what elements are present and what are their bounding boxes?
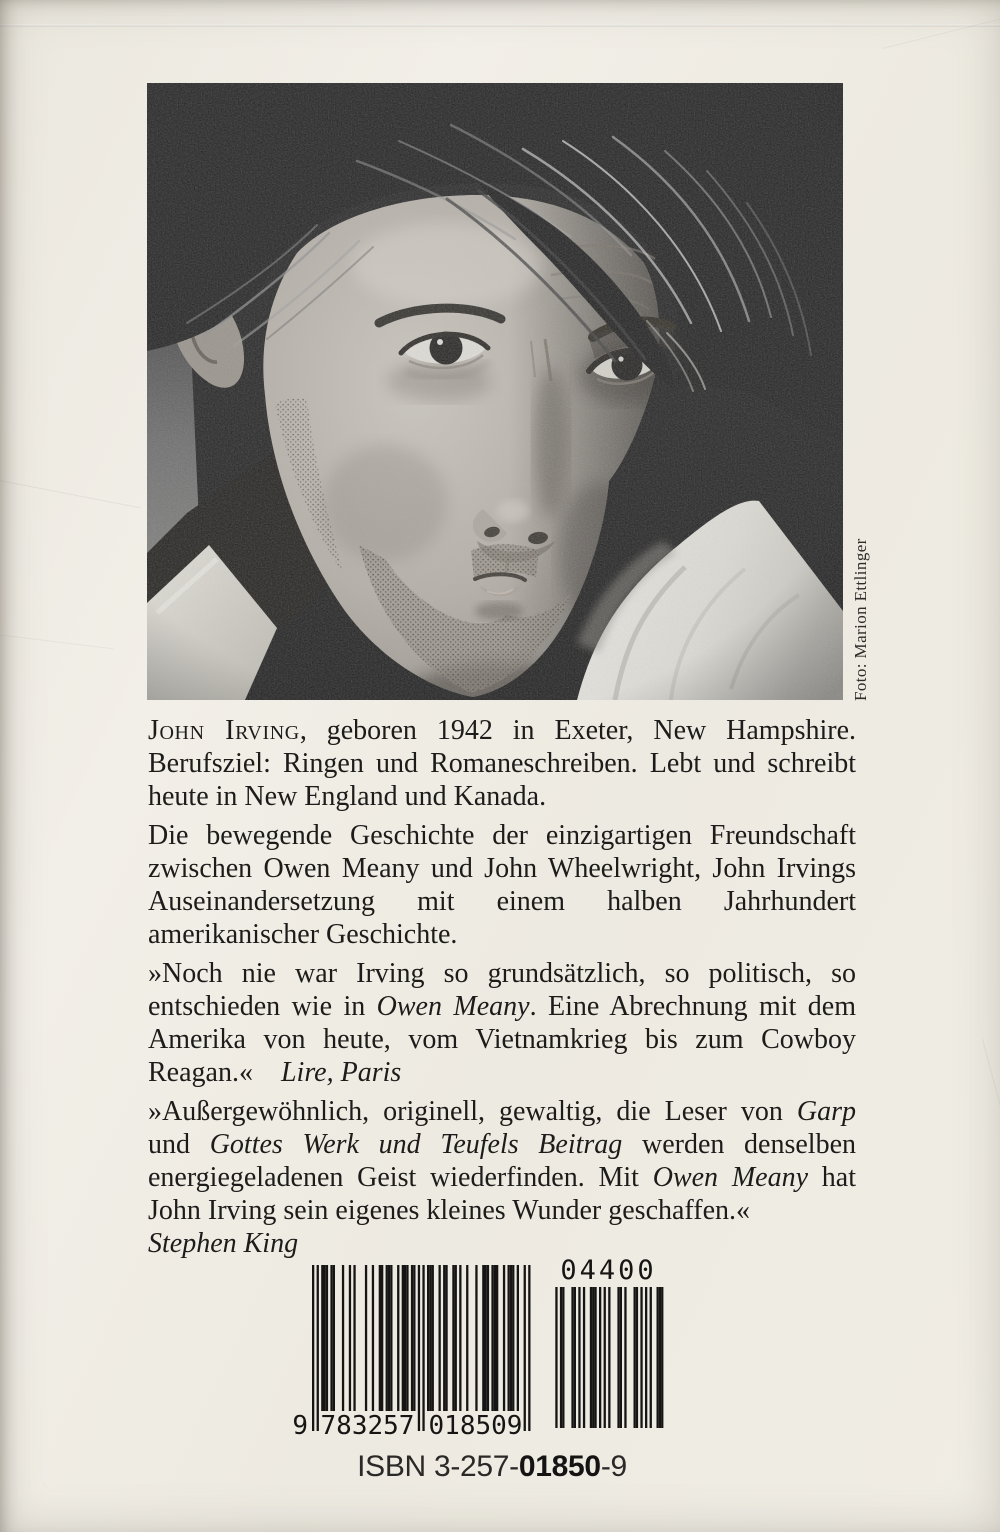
ean5-bars	[553, 1287, 664, 1430]
text-segment: John Irving	[148, 715, 300, 746]
review-quote-stephen-king	[148, 1095, 856, 1227]
text-segment: Owen Meany	[376, 991, 530, 1022]
author-bio-paragraph	[148, 714, 856, 813]
author-photo	[147, 83, 843, 700]
ean13-barcode	[290, 1257, 535, 1439]
text-segment: Die bewegende Geschichte der einzigartigen Freundschaft zwischen Owen Meany und John Wheelwright, John Irvings Auseinandersetzung mit einem halben Jahrhundert amerikanischer Geschichte.	[148, 820, 856, 950]
text-segment: »Noch nie war Irving so grundsätzlich, so politisch, so entschieden wie in	[148, 958, 856, 1022]
addon-digits: 04400	[560, 1255, 657, 1286]
blurb	[148, 714, 856, 1260]
photo-credit: Foto: Marion Ettlinger	[851, 538, 870, 701]
text-segment: Owen Meany	[652, 1162, 809, 1193]
text-segment: hat John Irving sein eigenes kleines Wunder geschaffen.«	[148, 1162, 856, 1226]
text-segment: Lire, Paris	[280, 1057, 402, 1088]
text-segment: . Eine Abrechnung mit dem Amerika von heute, vom Vietnamkrieg bis zum Cowboy Reagan.«	[148, 991, 856, 1088]
ean13-bars	[312, 1265, 531, 1431]
review-quote-lire	[148, 957, 856, 1089]
author-portrait-illustration	[147, 83, 843, 700]
book-description-paragraph	[148, 819, 856, 951]
text-segment: Stephen King	[148, 1228, 299, 1259]
barcode-lead-digit: 9	[292, 1411, 308, 1441]
paper-crease	[0, 478, 141, 509]
text-segment: Garp	[796, 1096, 856, 1127]
text-segment: werden denselben energiegeladenen Geist wiederfinden. Mit	[148, 1129, 857, 1193]
barcode-left-digits: 783257	[320, 1411, 415, 1441]
isbn-bold-number: 01850	[518, 1450, 601, 1483]
text-segment: , geboren 1942 in Exeter, New Hampshire. Berufsziel: Ringen und Romaneschreiben. Lebt und schreibt heute in New England und Kanada.	[148, 715, 856, 812]
review-attribution-stephen-king	[148, 1227, 856, 1260]
barcode-right-digits: 018509	[428, 1411, 523, 1441]
text-segment: Gottes Werk und Teufels Beitrag	[209, 1129, 623, 1160]
isbn-line	[0, 1450, 992, 1484]
barcode-digits	[290, 1411, 535, 1441]
paper-crease	[0, 633, 114, 650]
text-segment: »Außergewöhnlich, originell, gewaltig, die Leser von	[148, 1096, 797, 1127]
ean5-addon	[553, 1257, 664, 1430]
isbn-suffix: -9	[600, 1450, 627, 1483]
barcode-group	[290, 1257, 670, 1439]
isbn-prefix: ISBN 3-257-	[357, 1450, 519, 1483]
paper-crease	[882, 13, 1000, 49]
text-segment: und	[148, 1129, 210, 1160]
paper-crease	[982, 1039, 1000, 1204]
paper-crease	[0, 24, 1000, 27]
